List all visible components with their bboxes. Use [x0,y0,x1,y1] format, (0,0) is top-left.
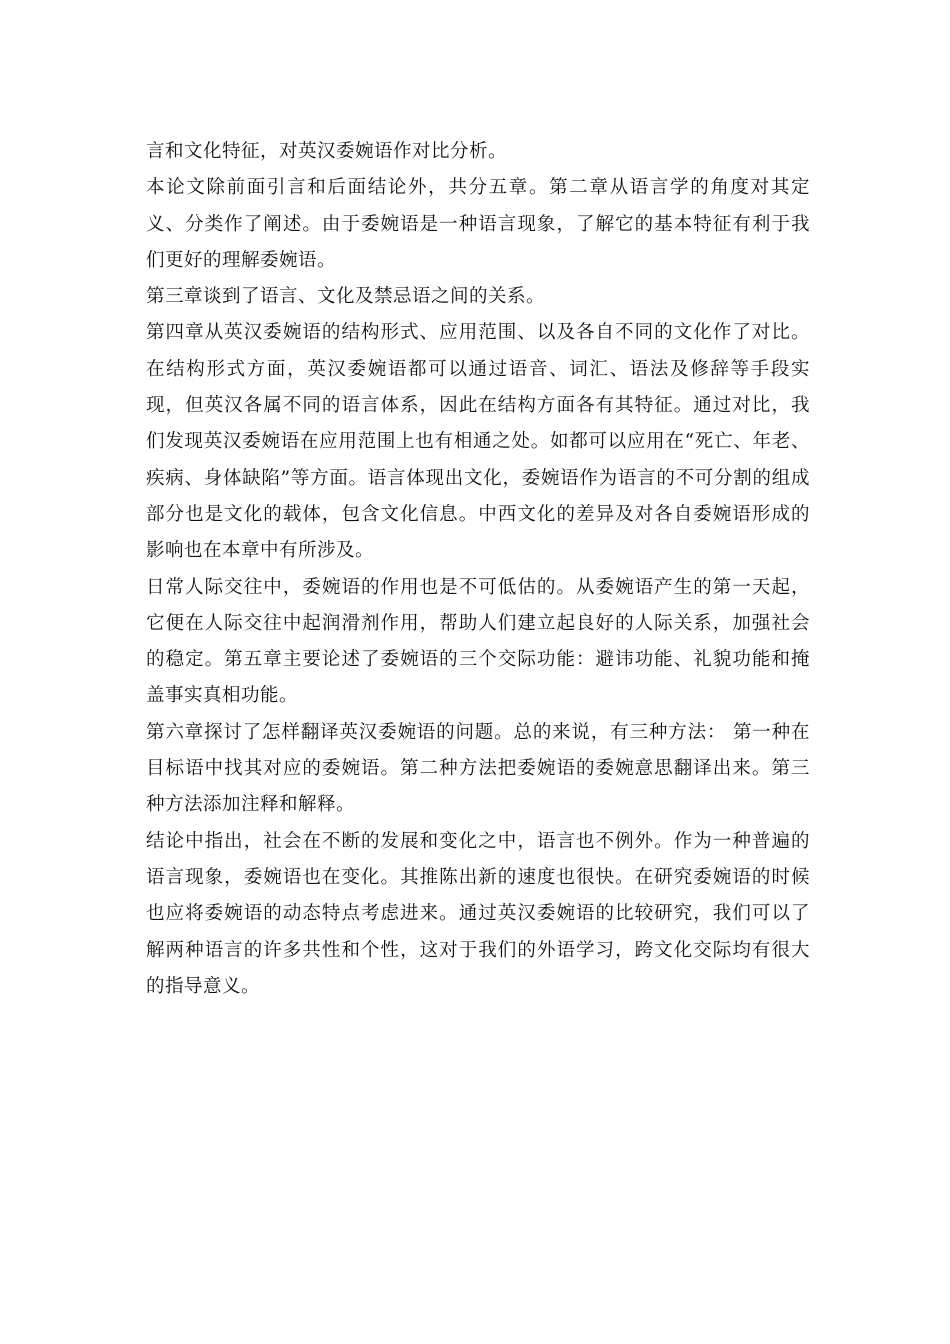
paragraph-2: 本论文除前面引言和后面结论外，共分五章。第二章从语言学的角度对其定义、分类作了阐述。由于委婉语是一种语言现象，了解它的基本特征有利于我们更好的理解委婉语。 [146,177,810,271]
paragraph-1: 言和文化特征，对英汉委婉语作对比分析。 [146,141,508,162]
paragraph-6: 第六章探讨了怎样翻译英汉委婉语的问题。总的来说，有三种方法： 第一种在目标语中找其对应的委婉语。第二种方法把委婉语的委婉意思翻译出来。第三种方法添加注释和解释。 [146,721,810,816]
paragraph-5: 日常人际交往中，委婉语的作用也是不可低估的。从委婉语产生的第一天起，它便在人际交往中起润滑剂作用，帮助人们建立起良好的人际关系，加强社会的稳定。第五章主要论述了委婉语的三个交际功能：避讳功能、礼貌功能和掩盖事实真相功能。 [146,576,810,707]
body-text [146,134,810,1005]
paragraph-3: 第三章谈到了语言、文化及禁忌语之间的关系。 [146,286,546,308]
paragraph-4: 第四章从英汉委婉语的结构形式、应用范围、以及各自不同的文化作了对比。在结构形式方面，英汉委婉语都可以通过语音、词汇、语法及修辞等手段实现，但英汉各属不同的语言体系，因此在结构方面各有其特征。通过对比，我们发现英汉委婉语在应用范围上也有相通之处。如都可以应用在“死亡、年老、疾病、身体缺陷”等方面。语言体现出文化，委婉语作为语言的不可分割的组成部分也是文化的载体，包含文化信息。中西文化的差异及对各自委婉语形成的影响也在本章中有所涉及。 [146,322,810,562]
paragraph-7: 结论中指出，社会在不断的发展和变化之中，语言也不例外。作为一种普遍的语言现象，委婉语也在变化。其推陈出新的速度也很快。在研究委婉语的时候也应将委婉语的动态特点考虑进来。通过英汉委婉语的比较研究，我们可以了解两种语言的许多共性和个性，这对于我们的外语学习，跨文化交际均有很大的指导意义。 [146,830,810,997]
